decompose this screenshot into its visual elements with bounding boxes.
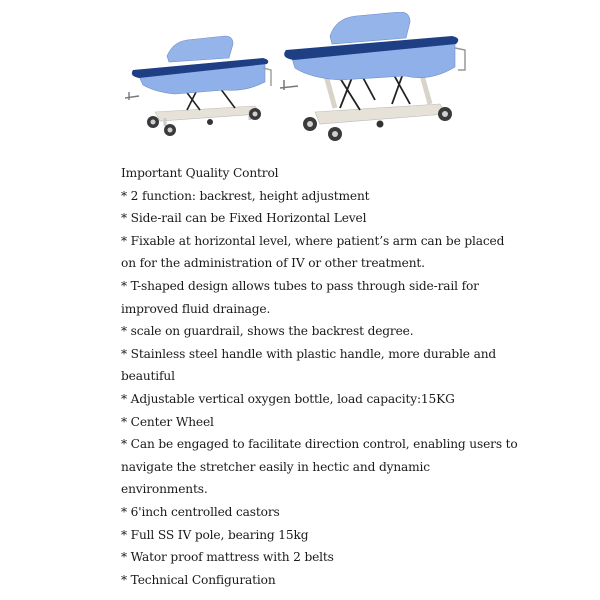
feature-line: navigate the stretcher easily in hectic and dynamic	[121, 459, 430, 474]
feature-line: beautiful	[121, 369, 175, 384]
feature-line: * Side-rail can be Fixed Horizontal Level	[121, 211, 367, 226]
feature-line: * Can be engaged to facilitate direction control, enabling users to	[121, 437, 518, 452]
product-image-stretchers	[125, 12, 475, 147]
stretcher-small	[125, 36, 271, 136]
stretcher-large	[280, 12, 465, 141]
feature-line: on for the administration of IV or other treatment.	[121, 256, 425, 271]
feature-line: * 2 function: backrest, height adjustment	[121, 188, 370, 203]
stretcher-illustration	[125, 12, 475, 147]
feature-line: * Fixable at horizontal level, where patient’s arm can be placed	[121, 233, 505, 248]
product-description	[121, 162, 518, 591]
feature-line: improved fluid drainage.	[121, 301, 271, 316]
section-heading: Important Quality Control	[121, 166, 279, 180]
feature-line: * Adjustable vertical oxygen bottle, load capacity:15KG	[121, 391, 455, 406]
feature-line: * scale on guardrail, shows the backrest degree.	[121, 324, 414, 339]
feature-line: environments.	[121, 482, 208, 497]
feature-line: * Full SS IV pole, bearing 15kg	[121, 527, 309, 542]
feature-line: * Wator proof mattress with 2 belts	[121, 550, 334, 565]
feature-line: * Technical Configuration	[121, 572, 276, 587]
feature-line: * 6'inch centrolled castors	[121, 504, 280, 519]
feature-line: * Stainless steel handle with plastic handle, more durable and	[121, 346, 497, 361]
feature-line: * Center Wheel	[121, 414, 214, 429]
feature-line: * T-shaped design allows tubes to pass through side-rail for	[121, 278, 479, 293]
